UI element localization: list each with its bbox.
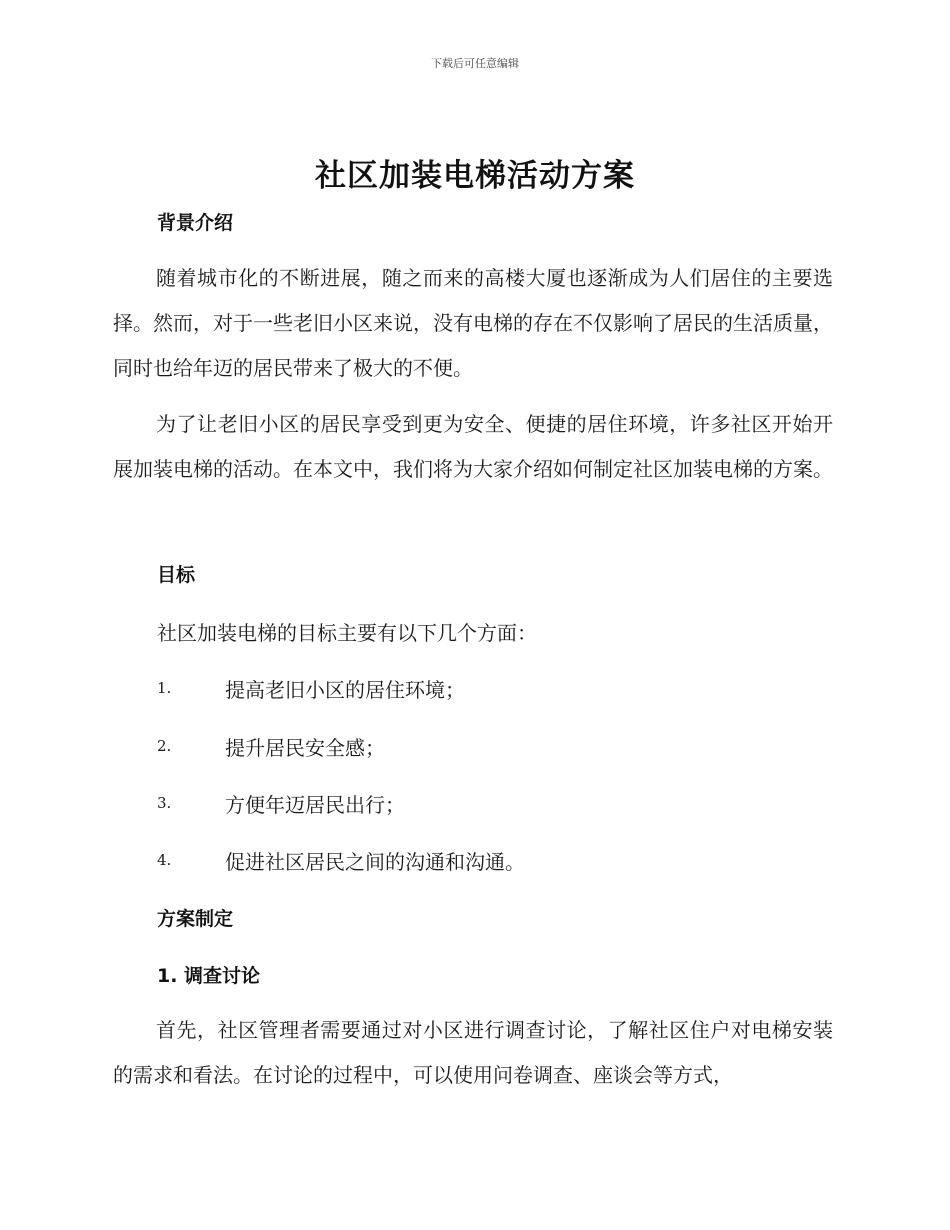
goals-intro: 社区加装电梯的目标主要有以下几个方面： bbox=[157, 621, 537, 645]
list-item-number: 3. bbox=[157, 794, 172, 812]
paragraph-background-1: 随着城市化的不断进展，随之而来的高楼大厦也逐渐成为人们居住的主要选择。然而，对于一些老旧小区来说，没有电梯的存在不仅影响了居民的生活质量，同时也给年迈的居民带来了极大的不便。 bbox=[113, 266, 833, 380]
list-item-number: 4. bbox=[157, 851, 172, 869]
subheading-survey: 1. 调查讨论 bbox=[157, 965, 261, 987]
list-item-text: 提高老旧小区的居住环境； bbox=[225, 678, 465, 702]
list-item-text: 方便年迈居民出行； bbox=[225, 793, 405, 817]
paragraph-background-2: 为了让老旧小区的居民享受到更为安全、便捷的居住环境，许多社区开始开展加装电梯的活动。在本文中，我们将为大家介绍如何制定社区加装电梯的方案。 bbox=[113, 412, 833, 481]
list-item-text: 提升居民安全感； bbox=[225, 736, 385, 760]
paragraph-plan-1: 首先，社区管理者需要通过对小区进行调查讨论，了解社区住户对电梯安装的需求和看法。在讨论的过程中，可以使用问卷调查、座谈会等方式， bbox=[113, 1018, 833, 1087]
page-header-note: 下载后可任意编辑 bbox=[431, 57, 519, 70]
section-heading-goals: 目标 bbox=[157, 564, 196, 586]
list-item-number: 1. bbox=[157, 679, 172, 697]
section-heading-plan: 方案制定 bbox=[157, 908, 234, 930]
section-heading-background: 背景介绍 bbox=[157, 212, 234, 234]
list-item-text: 促进社区居民之间的沟通和沟通。 bbox=[225, 850, 525, 874]
list-item-number: 2. bbox=[157, 737, 172, 755]
document-title: 社区加装电梯活动方案 bbox=[315, 158, 635, 194]
